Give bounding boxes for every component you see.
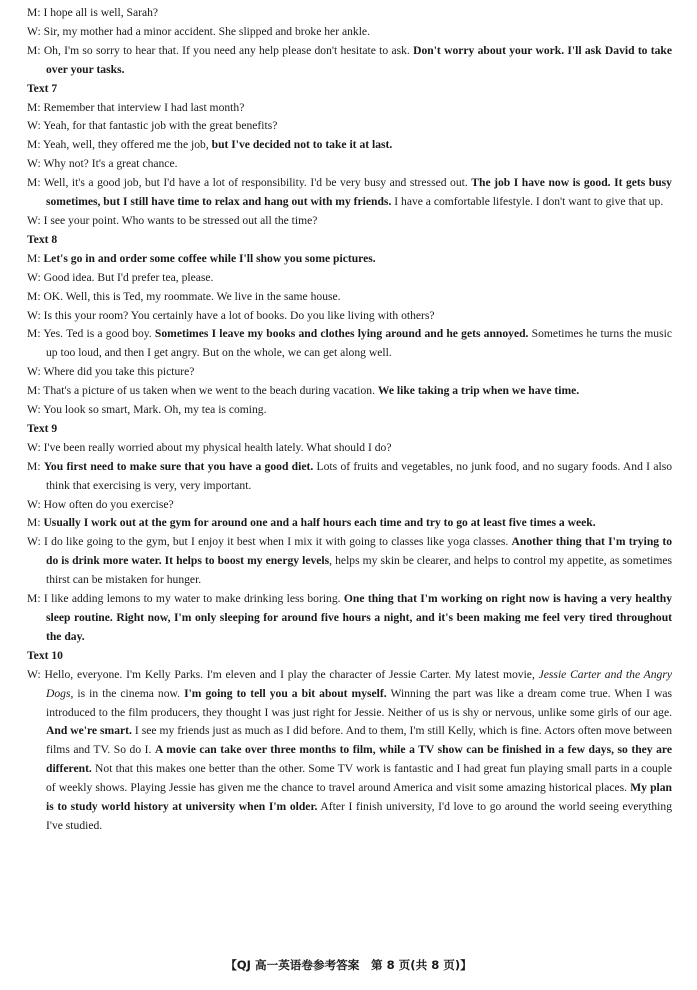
dialogue-text: , helps my skin be clearer, and helps to control my appetite, as sometimes thirst can be mistaken for hunger. <box>46 554 672 587</box>
section-heading: Text 8 <box>27 232 58 246</box>
dialogue-text: Well, it's a good job, but I'd have a lot of responsibility. I'd be very busy and stressed out. <box>43 176 472 190</box>
answer-highlight: Sometimes I leave my books and clothes lying around and he gets annoyed. <box>154 327 529 341</box>
dialogue-text: Remember that interview I had last month? <box>43 100 245 114</box>
speaker-label: M <box>27 176 38 190</box>
dialogue-line: W: I see your point. Who wants to be stressed out all the time? <box>27 213 318 227</box>
speaker-label: W <box>27 213 38 227</box>
dialogue-line: W: Yeah, for that fantastic job with the great benefits? <box>27 119 278 133</box>
answer-highlight: You first need to make sure that you have a good diet. <box>43 459 314 473</box>
dialogue-line: W: Where did you take this picture? <box>27 365 195 379</box>
dialogue-text: After I finish university, I'd love to go around the world seeing everything I've studied. <box>46 800 672 832</box>
dialogue-line: M: Remember that interview I had last month? <box>27 100 245 114</box>
dialogue-text: Sometimes he turns the music up too loud, and then I get angry. But on the whole, we can get along well. <box>46 327 672 360</box>
dialogue-text: OK. Well, this is Ted, my roommate. We live in the same house. <box>43 289 341 303</box>
dialogue-line: M: Yeah, well, they offered me the job, but I've decided not to take it at last. <box>27 138 393 152</box>
speaker-label: M <box>27 251 38 265</box>
answer-highlight: My plan is to study world history at university when I'm older. <box>46 781 672 814</box>
speaker-label: W <box>27 667 38 681</box>
dialogue-text: I hope all is well, Sarah? <box>43 6 159 19</box>
speaker-label: M <box>27 100 38 114</box>
dialogue-line: M: Oh, I'm so sorry to hear that. If you need any help please don't hesitate to ask. Don't worry about your work. I'll ask David to take over your tasks. <box>27 43 673 76</box>
dialogue-text: That's a picture of us taken when we went to the beach during vacation. <box>43 384 378 398</box>
speaker-label: M <box>27 43 38 57</box>
dialogue-line: W: Good idea. But I'd prefer tea, please. <box>27 270 214 284</box>
speaker-label: W <box>27 270 38 284</box>
answer-highlight: Don't worry about your work. I'll ask David to take over your tasks. <box>46 43 673 76</box>
dialogue-text: I see your point. Who wants to be stressed out all the time? <box>43 213 318 227</box>
speaker-label: M <box>27 384 38 398</box>
speaker-label: M <box>27 327 38 341</box>
dialogue-text: I like adding lemons to my water to make drinking less boring. <box>43 592 344 606</box>
dialogue-text: Good idea. But I'd prefer tea, please. <box>43 270 214 284</box>
dialogue-text: You look so smart, Mark. Oh, my tea is coming. <box>43 403 267 417</box>
dialogue-text: Why not? It's a great chance. <box>43 157 178 171</box>
speaker-label: M <box>27 6 38 19</box>
speaker-label: W <box>27 535 38 549</box>
dialogue-line: M: Yes. Ted is a good boy. Sometimes I leave my books and clothes lying around and he gets annoyed. Sometimes he turns the music up too loud, and then I get angry. But on the whole, we can get along well. <box>27 327 672 360</box>
dialogue-line: M: I like adding lemons to my water to make drinking less boring. One thing that I'm working on right now is having a very healthy sleep routine. Right now, I'm only sleeping for around five hours a night, and it's been making me feel very tired throughout the day. <box>27 592 672 643</box>
answer-highlight: I'm going to tell you a bit about myself. <box>184 686 387 700</box>
dialogue-text: , is in the cinema now. <box>70 686 185 700</box>
speaker-label: W <box>27 24 38 38</box>
section-heading: Text 9 <box>27 421 58 435</box>
answer-highlight: And we're smart. <box>46 724 132 738</box>
speaker-label: W <box>27 365 38 379</box>
dialogue-line: M: OK. Well, this is Ted, my roommate. We live in the same house. <box>27 289 341 303</box>
dialogue-line: W: How often do you exercise? <box>27 497 174 511</box>
speaker-label: M <box>27 516 38 530</box>
dialogue-line: W: Sir, my mother had a minor accident. She slipped and broke her ankle. <box>27 24 370 38</box>
answer-highlight: but I've decided not to take it at last. <box>211 138 393 152</box>
dialogue-text: Hello, everyone. I'm Kelly Parks. I'm eleven and I play the character of Jessie Carter. My latest movie, <box>44 667 539 681</box>
answer-highlight: Another thing that I'm trying to do is drink more water. It helps to boost my energy levels <box>46 535 672 568</box>
speaker-label: W <box>27 308 38 322</box>
document-body <box>27 4 672 836</box>
dialogue-text: How often do you exercise? <box>43 497 174 511</box>
dialogue-text: Yeah, well, they offered me the job, <box>43 138 212 152</box>
dialogue-line: W: Is this your room? You certainly have a lot of books. Do you like living with others? <box>27 308 435 322</box>
dialogue-text: Yes. Ted is a good boy. <box>43 327 155 341</box>
dialogue-text: Not that this makes one better than the other. Some TV work is fantastic and I had great fun playing small parts in a couple of weekly shows. Playing Jessie has given me the chance to travel around America and visit some amazing historical places. <box>46 762 672 795</box>
speaker-label: W <box>27 119 38 133</box>
dialogue-text: Yeah, for that fantastic job with the great benefits? <box>43 119 278 133</box>
dialogue-text: Sir, my mother had a minor accident. She slipped and broke her ankle. <box>43 24 370 38</box>
dialogue-line: W: Hello, everyone. I'm Kelly Parks. I'm eleven and I play the character of Jessie Carter. My latest movie, Jessie Carter and the Angry Dogs, is in the cinema now. I'm going to tell you a bit about myself. Winning the part was like a dream come true. When I was introduced to the film producers, they thought I was just right for Jessie. Neither of us is shy or nervous, unlike some girls of our age. And we're smart. I see my friends just as much as I did before. And to them, I'm still Kelly, which is fine. Actors often move between films and TV. So do I. A movie can take over three months to film, while a TV show can be finished in a few days, so they are different. Not that this makes one better than the other. Some TV work is fantastic and I had great fun playing small parts in a couple of weekly shows. Playing Jessie has given me the chance to travel around America and visit some amazing historical places. My plan is to study world history at university when I'm older. After I finish university, I'd love to go around the world seeing everything I've studied. <box>27 667 672 832</box>
dialogue-text: Lots of fruits and vegetables, no junk food, and no sugary foods. And I also think that exercising is very, very important. <box>46 459 672 492</box>
answer-highlight: We like taking a trip when we have time. <box>377 384 580 398</box>
speaker-label: M <box>27 138 38 152</box>
page-footer: 【QJ 高一英语卷参考答案 第 8 页(共 8 页)】 <box>225 958 472 972</box>
dialogue-text: Where did you take this picture? <box>43 365 195 379</box>
dialogue-line: W: I do like going to the gym, but I enjoy it best when I mix it with going to classes like yoga classes. Another thing that I'm trying to do is drink more water. It helps to boost my energy levels, helps my skin be clearer, and helps to control my appetite, as sometimes thirst can be mistaken for hunger. <box>27 535 672 587</box>
dialogue-line: M: I hope all is well, Sarah? <box>27 6 159 19</box>
section-heading: Text 7 <box>27 81 58 95</box>
answer-highlight: Let's go in and order some coffee while I'll show you some pictures. <box>43 251 376 265</box>
title-italic: Jessie Carter and the Angry Dogs <box>46 667 672 700</box>
speaker-label: M <box>27 289 38 303</box>
dialogue-line: M: Usually I work out at the gym for around one and a half hours each time and try to go at least five times a week. <box>27 516 596 530</box>
dialogue-line: W: You look so smart, Mark. Oh, my tea is coming. <box>27 403 267 417</box>
dialogue-text: I've been really worried about my physical health lately. What should I do? <box>43 440 392 454</box>
dialogue-text: Winning the part was like a dream come true. When I was introduced to the film producers, they thought I was just right for Jessie. Neither of us is shy or nervous, unlike some girls of our age. <box>46 686 672 719</box>
speaker-label: W <box>27 157 38 171</box>
speaker-label: W <box>27 403 38 417</box>
answer-highlight: Usually I work out at the gym for around one and a half hours each time and try to go at least five times a week. <box>43 516 596 530</box>
dialogue-text: I see my friends just as much as I did before. And to them, I'm still Kelly, which is fine. Actors often move between films and TV. So do I. <box>46 724 672 757</box>
dialogue-line: M: That's a picture of us taken when we went to the beach during vacation. We like taking a trip when we have time. <box>27 384 580 398</box>
dialogue-line: M: Well, it's a good job, but I'd have a lot of responsibility. I'd be very busy and stressed out. The job I have now is good. It gets busy sometimes, but I still have time to relax and hang out with my friends. I have a comfortable lifestyle. I don't want to give that up. <box>27 176 672 209</box>
dialogue-text: Oh, I'm so sorry to hear that. If you need any help please don't hesitate to ask. <box>43 43 414 57</box>
dialogue-text: I do like going to the gym, but I enjoy it best when I mix it with going to classes like yoga classes. <box>44 535 512 549</box>
dialogue-line: W: Why not? It's a great chance. <box>27 157 178 171</box>
dialogue-text: I have a comfortable lifestyle. I don't want to give that up. <box>391 195 664 209</box>
dialogue-line: M: You first need to make sure that you have a good diet. Lots of fruits and vegetables, no junk food, and no sugary foods. And I also think that exercising is very, very important. <box>27 459 672 492</box>
dialogue-line: M: Let's go in and order some coffee while I'll show you some pictures. <box>27 251 376 265</box>
answer-highlight: The job I have now is good. It gets busy sometimes, but I still have time to relax and hang out with my friends. <box>46 176 672 209</box>
speaker-label: M <box>27 592 38 606</box>
answer-highlight: A movie can take over three months to film, while a TV show can be finished in a few days, so they are different. <box>46 743 672 776</box>
speaker-label: M <box>27 459 38 473</box>
answer-highlight: One thing that I'm working on right now is having a very healthy sleep routine. Right now, I'm only sleeping for around five hours a night, and it's been making me feel very tired throughout the day. <box>46 592 672 643</box>
dialogue-text: Is this your room? You certainly have a lot of books. Do you like living with others? <box>43 308 435 322</box>
dialogue-line: W: I've been really worried about my physical health lately. What should I do? <box>27 440 392 454</box>
speaker-label: W <box>27 497 38 511</box>
speaker-label: W <box>27 440 38 454</box>
section-heading: Text 10 <box>27 648 63 662</box>
